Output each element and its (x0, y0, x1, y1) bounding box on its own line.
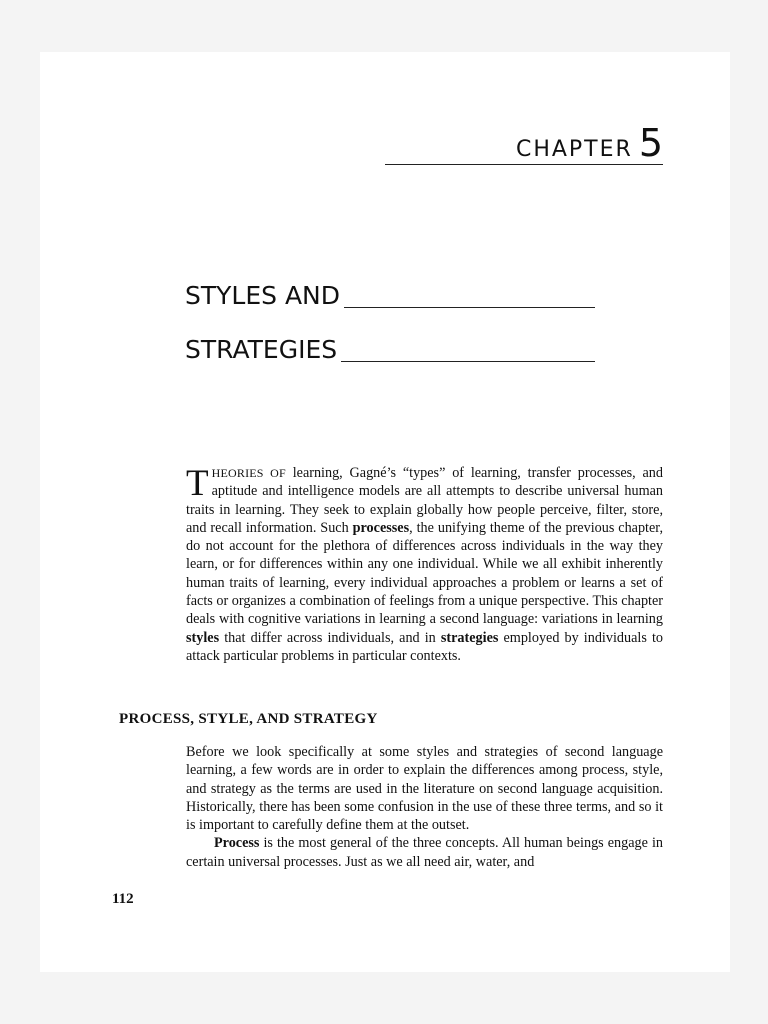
term-strategies: strategies (440, 629, 499, 646)
section-paragraph-2-text: is the most general of the three concepts. All human beings engage in certain universal processes. Just as we all need air, water, and (186, 835, 663, 870)
intro-smallcaps: HEORIES OF (211, 466, 286, 480)
intro-paragraph (186, 464, 663, 665)
title-line-2 (185, 330, 595, 366)
intro-text-d: employed by individuals to attack particular problems in particular contexts. (186, 629, 663, 664)
term-processes: processes (352, 519, 410, 536)
term-process: Process (214, 835, 260, 852)
section-paragraph-2 (186, 834, 663, 871)
drop-cap: T (186, 463, 209, 504)
title-text-1: STYLES AND (185, 281, 344, 310)
section-body (186, 743, 663, 871)
chapter-number: 5 (638, 121, 663, 165)
chapter-rule (385, 164, 663, 165)
intro-text-b: , the unifying theme of the previous chapter, do not account for the plethora of differences across individuals in the way they learn, or for differences within any one individual. While we all exhibit inherently human traits of learning, every individual approaches a problem or learns a set of facts or organizes a combination of feelings from a unique perspective. This chapter deals with cognitive variations in learning a second language: variations in learning (186, 519, 663, 628)
page-number: 112 (112, 891, 134, 907)
section-paragraph-1: Before we look specifically at some styles and strategies of second language learning, a few words are in order to explain the differences among process, style, and strategy as the terms are used in the literature on second language acquisition. Historically, there has been some confusion in the use of these three terms, and so it is important to carefully define them at the outset. (186, 744, 663, 834)
term-styles: styles (186, 629, 220, 646)
title-line-1 (185, 276, 595, 312)
title-text-2: STRATEGIES (185, 335, 341, 364)
chapter-label (510, 121, 663, 165)
chapter-heading (385, 121, 663, 168)
intro-text-a: learning, Gagné’s “types” of learning, transfer processes, and aptitude and intelligence models are all attempts to describe universal human traits in learning. They seek to explain globally how people perceive, filter, store, and recall information. Such (186, 465, 663, 536)
chapter-word: CHAPTER (515, 137, 633, 162)
intro-text-c: that differ across individuals, and in (219, 629, 441, 646)
section-heading: PROCESS, STYLE, AND STRATEGY (119, 711, 378, 727)
